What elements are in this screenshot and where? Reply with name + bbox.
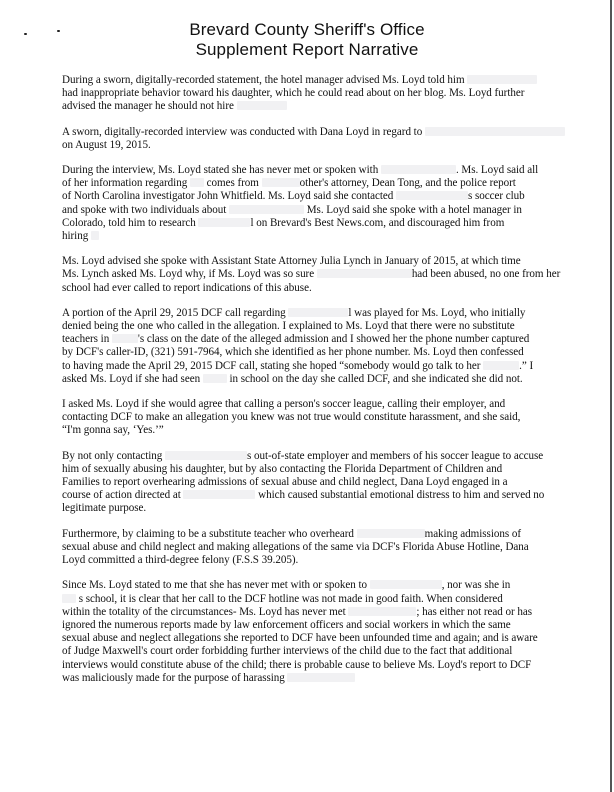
redaction-mark	[287, 673, 355, 682]
text-run: comes from	[203, 177, 262, 190]
text-run: interviews would constitute abuse of the child; there is probable cause to believe Ms. Loyd's report to DCF	[62, 658, 532, 671]
narrative-line	[62, 554, 554, 567]
text-run: asked Ms. Loyd if she had seen	[62, 372, 203, 385]
narrative-line	[62, 255, 554, 268]
text-run: other's attorney, Dean Tong, and the police report	[299, 177, 516, 190]
text-run: 's class on the date of the alleged admission and I showed her the phone number captured	[137, 333, 530, 346]
redaction-mark	[467, 75, 537, 84]
narrative-line	[62, 307, 554, 320]
narrative-line	[62, 230, 554, 243]
text-run: teachers in	[62, 333, 112, 346]
narrative-line	[62, 463, 554, 476]
agency-title: Brevard County Sheriff's Office	[189, 20, 425, 39]
text-run: Ms. Loyd advised she spoke with Assistant State Attorney Julia Lynch in January of 2015, at which time	[62, 255, 521, 268]
narrative-line	[62, 424, 554, 437]
text-run: Families to report overhearing admissions of sexual abuse and child neglect, Dana Loyd engaged in a	[62, 476, 508, 489]
text-run: within the totality of the circumstances- Ms. Loyd has never met	[62, 605, 349, 618]
narrative-line	[62, 489, 554, 502]
narrative-paragraph	[62, 255, 561, 295]
text-run: Since Ms. Loyd stated to me that she has never met with or spoken to	[62, 579, 370, 592]
text-run: ignored the numerous reports made by law enforcement officers and social workers in which the same	[62, 618, 511, 631]
text-run: ; has either not read or has	[416, 605, 533, 618]
redaction-mark	[357, 529, 425, 538]
text-run: .” I	[519, 359, 534, 372]
narrative-line	[62, 139, 554, 152]
narrative-line	[62, 87, 554, 100]
narrative-line	[62, 411, 554, 424]
narrative-line	[62, 74, 554, 87]
narrative-paragraph	[62, 528, 554, 568]
redaction-mark	[91, 231, 99, 240]
text-run: l was played for Ms. Loyd, who initially	[348, 306, 526, 319]
narrative-paragraph	[62, 74, 554, 114]
redaction-mark	[348, 607, 416, 616]
text-run: making admissions of	[424, 527, 521, 540]
narrative-line	[62, 360, 554, 373]
narrative-line	[62, 268, 561, 281]
narrative-line	[62, 593, 554, 606]
redaction-mark	[317, 269, 412, 278]
page-edge-line	[610, 0, 612, 792]
text-run: Furthermore, by claiming to be a substitute teacher who overheard	[62, 527, 357, 540]
text-run: him of sexually abusing his daughter, but by also contacting the Florida Department of Children and	[62, 462, 503, 475]
narrative-paragraph	[62, 398, 554, 438]
redaction-mark	[237, 101, 287, 110]
redaction-mark	[183, 490, 255, 499]
text-run: Ms. Loyd said she spoke with a hotel manager in	[304, 203, 522, 216]
text-run: , nor was she in	[441, 579, 511, 592]
text-run: of her information regarding	[62, 177, 190, 190]
narrative-line	[62, 126, 554, 139]
narrative-line	[62, 204, 554, 217]
text-run: sexual abuse and child neglect and making allegations of the same via DCF's Florida Abuse Hotline, Dana	[62, 540, 529, 553]
redaction-mark	[262, 178, 300, 187]
narrative-line	[62, 217, 554, 230]
text-run: s out-of-state employer and members of his soccer league to accuse	[247, 449, 544, 462]
narrative-line	[62, 100, 554, 113]
text-run: school had ever called to report indications of this abuse.	[62, 281, 312, 294]
text-run: was maliciously made for the purpose of harassing	[62, 671, 288, 684]
narrative-line	[62, 398, 554, 411]
text-run: course of action directed at	[62, 489, 184, 502]
narrative-line	[62, 645, 554, 658]
text-run: Ms. Lynch asked Ms. Loyd why, if Ms. Loyd was so sure	[62, 268, 317, 281]
redaction-mark	[425, 127, 565, 136]
text-run: By not only contacting	[62, 449, 165, 462]
text-run: “I'm gonna say, ‘Yes.’”	[62, 424, 164, 437]
narrative-line	[62, 502, 554, 515]
narrative-line	[62, 333, 554, 346]
text-run: During a sworn, digitally-recorded statement, the hotel manager advised Ms. Loyd told him	[62, 74, 468, 86]
text-run: to having made the April 29, 2015 DCF call, stating she hoped “somebody would go talk to her	[62, 359, 484, 372]
text-run: had inappropriate behavior toward his daughter, which he could read about on her blog. Ms. Loyd further	[62, 87, 525, 100]
text-run: which caused substantial emotional distress to him and served no	[255, 489, 545, 502]
text-run: contacting DCF to make an allegation you knew was not true would constitute harassment, and she said,	[62, 411, 521, 424]
text-run: s soccer club	[468, 190, 525, 203]
text-run: A sworn, digitally-recorded interview was conducted with Dana Loyd in regard to	[62, 125, 425, 138]
text-run: . Ms. Loyd said all	[455, 164, 539, 177]
narrative-paragraph	[62, 579, 554, 685]
redaction-mark	[370, 580, 442, 589]
text-run: in school on the day she called DCF, and she indicated she did not.	[226, 372, 523, 385]
text-run: sexual abuse and neglect allegations she reported to DCF have been unfounded time and again; and is aware	[62, 632, 538, 645]
narrative-line	[62, 450, 554, 463]
narrative-line	[62, 373, 554, 386]
narrative-line	[62, 528, 554, 541]
text-run: and spoke with two individuals about	[62, 203, 230, 216]
text-run: hiring	[62, 230, 91, 243]
narrative-line	[62, 282, 554, 295]
redaction-mark	[203, 374, 227, 383]
narrative-line	[62, 320, 554, 333]
narrative-paragraph	[62, 450, 554, 516]
narrative-line	[62, 190, 554, 203]
redaction-mark	[396, 191, 468, 200]
text-run: Colorado, told him to research	[62, 216, 199, 229]
narrative-line	[62, 659, 554, 672]
narrative-line	[62, 632, 554, 645]
narrative-paragraph	[62, 164, 554, 243]
text-run: l on Brevard's Best News.com, and discouraged him from	[250, 216, 505, 229]
text-run: Loyd committed a third-degree felony (F.S.S 39.205).	[62, 554, 299, 567]
narrative-line	[62, 164, 554, 177]
narrative-paragraph	[62, 307, 554, 386]
narrative-line	[62, 541, 554, 554]
text-run: legitimate purpose.	[62, 502, 147, 515]
narrative-line	[62, 606, 554, 619]
redaction-mark	[112, 334, 138, 343]
redaction-mark	[190, 178, 204, 187]
text-run: of Judge Maxwell's court order forbidding further interviews of the child due to the fact that additional	[62, 645, 513, 658]
text-run: I asked Ms. Loyd if she would agree that calling a person's soccer league, calling their employer, and	[62, 398, 506, 411]
text-run: A portion of the April 29, 2015 DCF call regarding	[62, 306, 289, 319]
redaction-mark	[198, 218, 250, 227]
redaction-mark	[483, 361, 519, 370]
narrative-line	[62, 346, 554, 359]
narrative-line	[62, 619, 554, 632]
redaction-mark	[381, 165, 456, 174]
text-run: by DCF's caller-ID, (321) 591-7964, which she identified as her phone number. Ms. Loyd then confessed	[62, 346, 524, 359]
redaction-mark	[288, 308, 348, 317]
text-run: During the interview, Ms. Loyd stated she has never met or spoken with	[62, 164, 381, 177]
text-run: of North Carolina investigator John Whitfield. Ms. Loyd said she contacted	[62, 190, 397, 203]
report-subtitle: Supplement Report Narrative	[195, 40, 419, 59]
narrative-line	[62, 177, 554, 190]
narrative-line	[62, 579, 554, 592]
narrative-line	[62, 672, 554, 685]
redaction-mark	[62, 594, 76, 603]
narrative-line	[62, 476, 554, 489]
report-header	[0, 20, 614, 60]
text-run: s school, it is clear that her call to the DCF hotline was not made in good faith. When considered	[76, 592, 503, 605]
narrative-body	[62, 74, 561, 697]
text-run: on August 19, 2015.	[62, 138, 151, 151]
text-run: had been abused, no one from her	[411, 268, 561, 281]
redaction-mark	[229, 205, 304, 214]
text-run: denied being the one who called in the allegation. I explained to Ms. Loyd that there were no substitute	[62, 320, 515, 333]
narrative-paragraph	[62, 126, 554, 152]
redaction-mark	[165, 451, 247, 460]
text-run: advised the manager he should not hire	[62, 100, 237, 113]
